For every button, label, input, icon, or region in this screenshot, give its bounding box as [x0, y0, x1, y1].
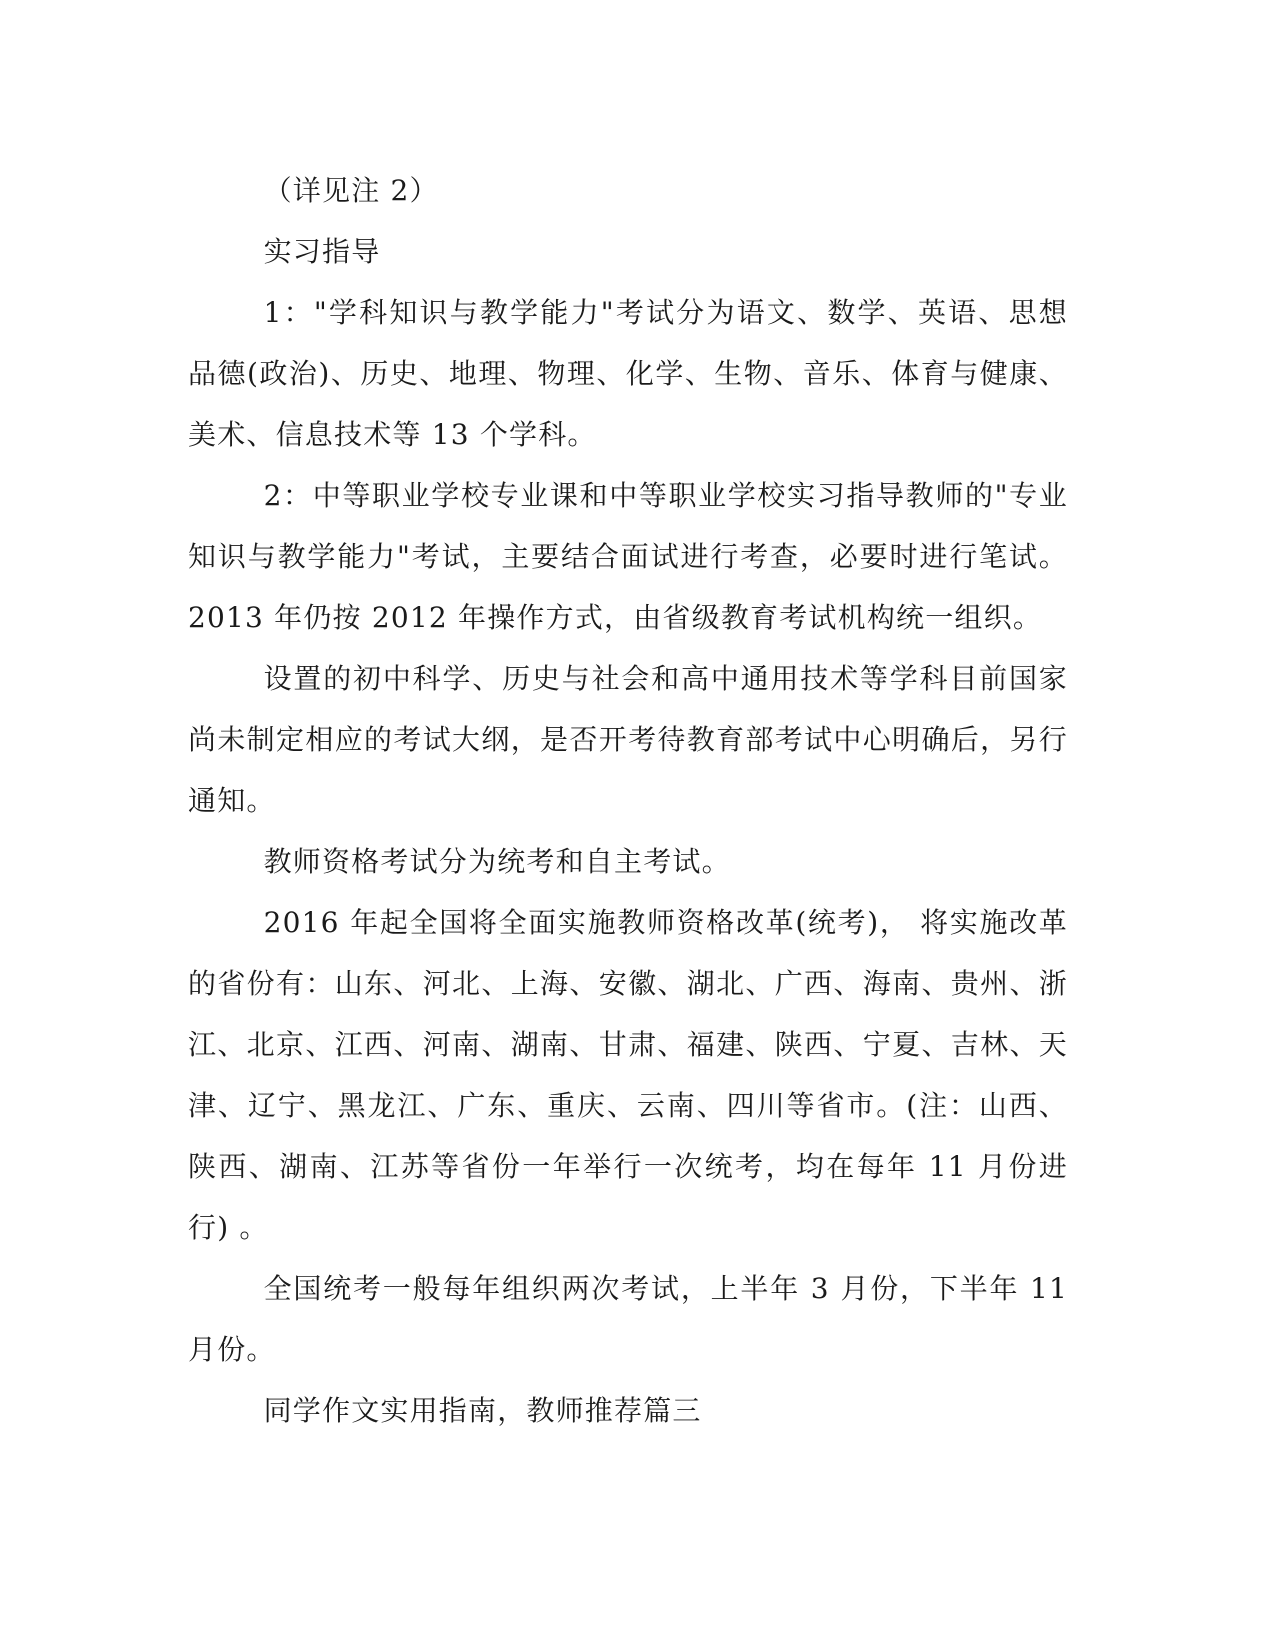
paragraph-heading-internship: 实习指导	[263, 235, 381, 268]
paragraph-item-2: 2：中等职业学校专业课和中等职业学校实习指导教师的"专业知识与教学能力"考试，主要结合面试进行考查，必要时进行笔试。2013 年仍按 2012 年操作方式，由省级教育考试机构统一组织。	[188, 479, 1068, 634]
paragraph-exam-types: 教师资格考试分为统考和自主考试。	[263, 845, 731, 878]
paragraph-schedule: 全国统考一般每年组织两次考试，上半年 3 月份，下半年 11 月份。	[188, 1272, 1068, 1366]
paragraph-reform: 2016 年起全国将全面实施教师资格改革(统考)， 将实施改革的省份有：山东、河北、上海、安徽、湖北、广西、海南、贵州、浙江、北京、江西、河南、湖南、甘肃、福建、陕西、宁夏、吉林、天津、辽宁、黑龙江、广东、重庆、云南、四川等省市。(注：山西、陕西、湖南、江苏等省份一年举行一次统考，均在每年 11 月份进行) 。	[188, 906, 1068, 1244]
paragraph-section-title: 同学作文实用指南，教师推荐篇三	[263, 1394, 702, 1427]
paragraph-subjects-note: 设置的初中科学、历史与社会和高中通用技术等学科目前国家尚未制定相应的考试大纲，是否开考待教育部考试中心明确后，另行通知。	[188, 662, 1068, 817]
paragraph-item-1: 1："学科知识与教学能力"考试分为语文、数学、英语、思想品德(政治)、历史、地理、物理、化学、生物、音乐、体育与健康、美术、信息技术等 13 个学科。	[188, 296, 1068, 451]
document-body	[188, 160, 1068, 1441]
paragraph-note-ref: （详见注 2）	[263, 174, 439, 207]
